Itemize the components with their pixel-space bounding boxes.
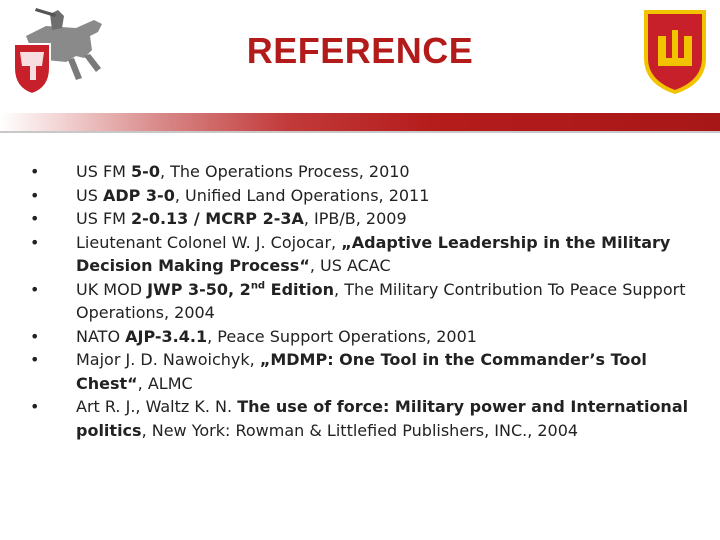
bullet-icon: • — [30, 397, 40, 416]
bullet-icon: • — [30, 350, 40, 369]
list-item: • Lieutenant Colonel W. J. Cojocar, „Adaptive Leadership in the Military Decision Making Process“, US ACAC — [30, 232, 671, 275]
bullet-icon: • — [30, 209, 40, 228]
list-item: • NATO AJP-3.4.1, Peace Support Operations, 2001 — [30, 325, 710, 349]
divider-line — [0, 131, 720, 133]
list-item: • US ADP 3-0, Unified Land Operations, 2011 — [30, 184, 710, 208]
list-item: • US FM 2-0.13 / MCRP 2-3A, IPB/B, 2009 — [30, 207, 710, 231]
army-shield-logo — [642, 8, 708, 96]
list-item: • Art R. J., Waltz K. N. The use of force: Military power and International politics, New York: Rowman & Littlefied Publishers, INC., 2004 — [30, 397, 689, 440]
bullet-icon: • — [30, 279, 40, 299]
list-item: • Major J. D. Nawoichyk, „MDMP: One Tool in the Commander’s Tool Chest“, ALMC — [30, 350, 647, 393]
bullet-icon: • — [30, 162, 40, 181]
bullet-icon: • — [30, 232, 40, 252]
page-title: REFERENCE — [246, 30, 474, 71]
list-item: • UK MOD JWP 3-50, 2nd Edition, The Military Contribution To Peace Support Operations, 2004 — [30, 279, 686, 322]
bullet-icon: • — [30, 185, 40, 205]
decorative-red-band — [0, 113, 720, 131]
bullet-icon: • — [30, 326, 40, 346]
reference-list — [30, 160, 710, 442]
list-item: • US FM 5-0, The Operations Process, 2010 — [30, 160, 710, 184]
